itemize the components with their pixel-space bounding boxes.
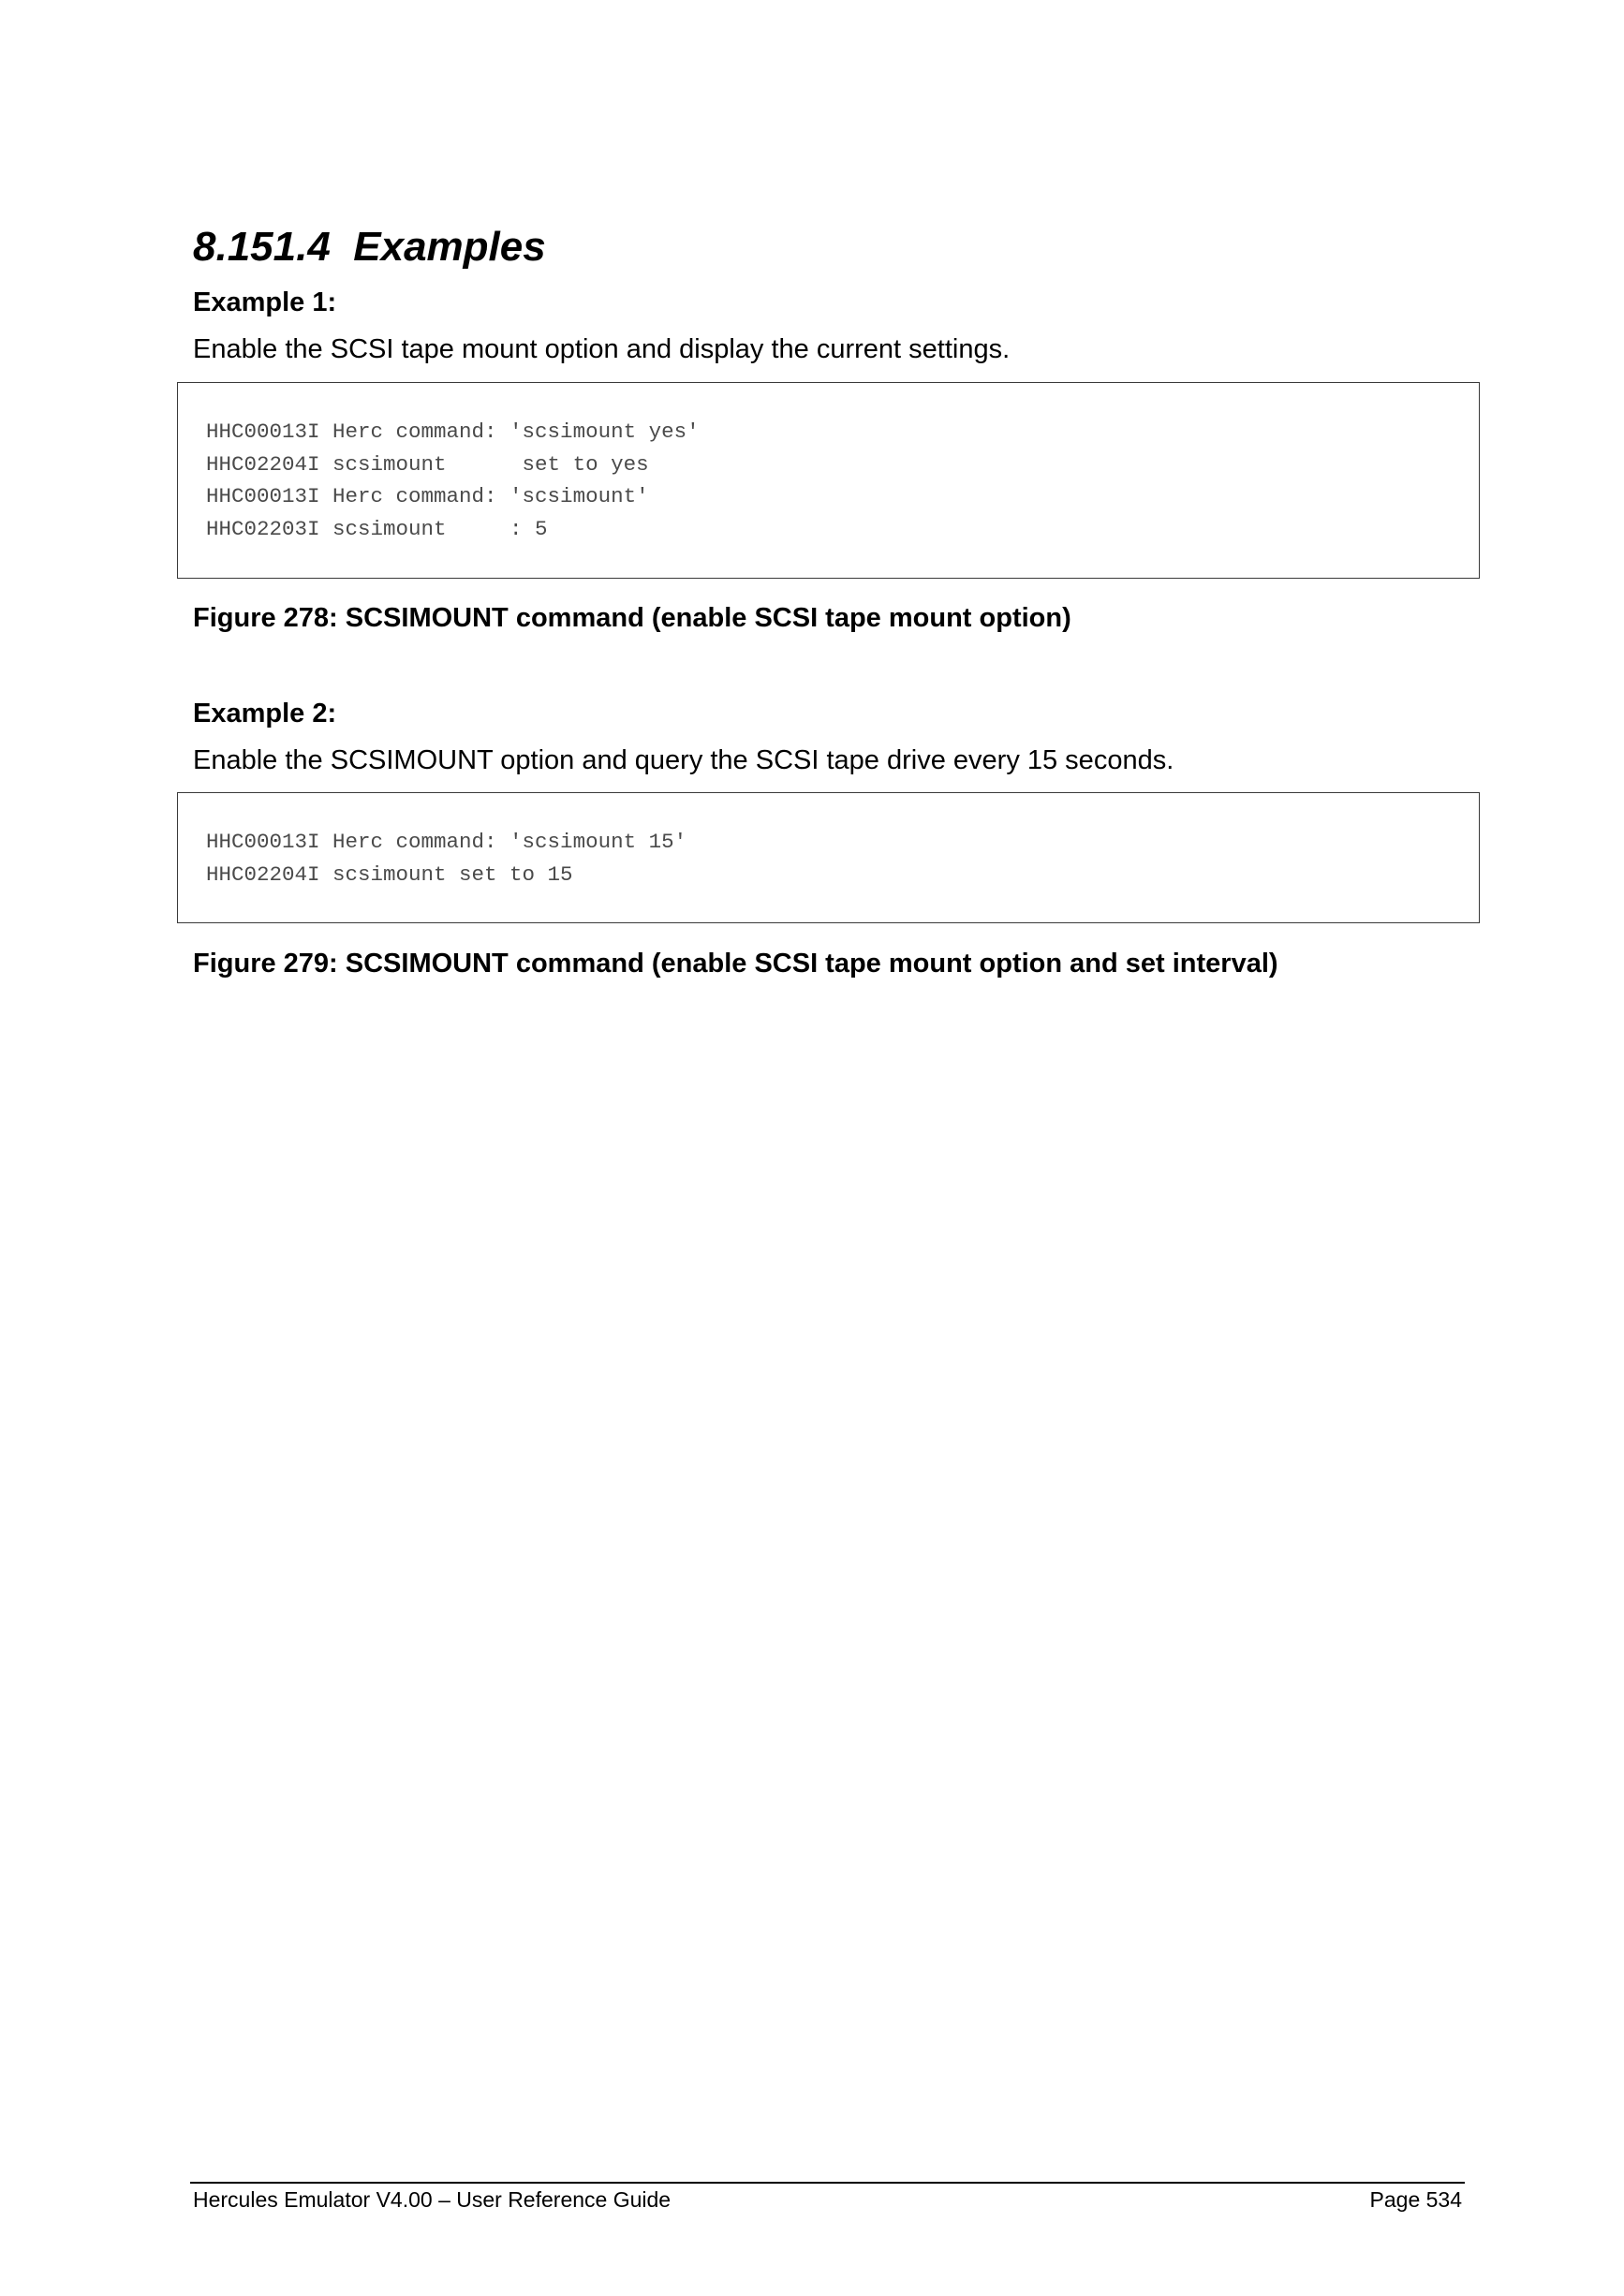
figure-279-caption: Figure 279: SCSIMOUNT command (enable SCSI tape mount option and set interval) — [193, 949, 1278, 979]
code-line: HHC00013I Herc command: 'scsimount' — [206, 484, 649, 508]
code-line: HHC02204I scsimount set to 15 — [206, 862, 573, 887]
code-line: HHC02203I scsimount : 5 — [206, 517, 548, 541]
code-line: HHC00013I Herc command: 'scsimount yes' — [206, 419, 700, 444]
example-1-description: Enable the SCSI tape mount option and display the current settings. — [193, 334, 1011, 364]
example-2-code-block — [177, 792, 1480, 923]
page-number: Page 534 — [1369, 2187, 1462, 2212]
example-1-label: Example 1: — [193, 287, 337, 317]
section-heading: 8.151.4 Examples — [193, 224, 546, 270]
footer-divider — [190, 2182, 1465, 2184]
figure-278-caption: Figure 278: SCSIMOUNT command (enable SCSI tape mount option) — [193, 603, 1071, 633]
code-line: HHC00013I Herc command: 'scsimount 15' — [206, 830, 687, 854]
footer-title: Hercules Emulator V4.00 – User Reference Guide — [193, 2187, 672, 2212]
example-2-description: Enable the SCSIMOUNT option and query the SCSI tape drive every 15 seconds. — [193, 745, 1174, 775]
example-1-code-block — [177, 382, 1480, 579]
example-2-label: Example 2: — [193, 699, 337, 729]
code-line: HHC02204I scsimount set to yes — [206, 452, 649, 477]
